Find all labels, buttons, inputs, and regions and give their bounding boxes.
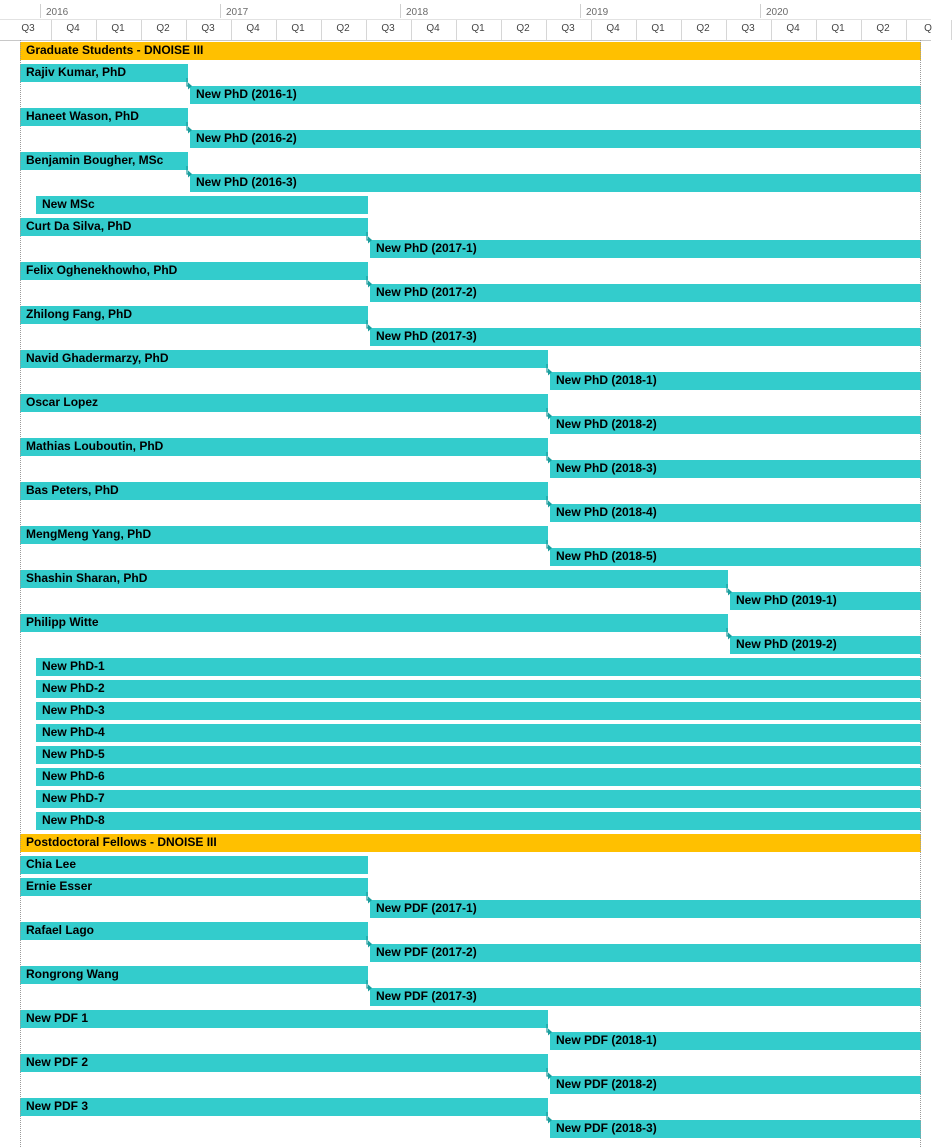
task-bar[interactable]: New PhD-3 — [36, 702, 921, 720]
dependency-arrow-icon — [365, 320, 373, 334]
quarter-label: Q3 — [381, 23, 395, 34]
dependency-arrow-icon — [185, 166, 193, 180]
task-bar[interactable]: New MSc — [36, 196, 368, 214]
task-bar[interactable]: New PhD (2017-3) — [370, 328, 921, 346]
quarter-label: Q1 — [651, 23, 665, 34]
task-bar[interactable]: New PhD (2016-3) — [190, 174, 921, 192]
task-bar[interactable]: New PhD (2017-2) — [370, 284, 921, 302]
dependency-arrow-icon — [545, 1024, 553, 1038]
dependency-arrow-icon — [185, 122, 193, 136]
dependency-arrow-icon — [545, 540, 553, 554]
summary-bar[interactable]: Graduate Students - DNOISE III — [20, 42, 921, 60]
quarter-label: Q2 — [696, 23, 710, 34]
task-bar[interactable]: Benjamin Bougher, MSc — [20, 152, 188, 170]
task-bar[interactable]: New PDF 3 — [20, 1098, 548, 1116]
task-bar[interactable]: New PhD (2019-2) — [730, 636, 921, 654]
task-bar[interactable]: New PhD-8 — [36, 812, 921, 830]
quarter-label: Q4 — [246, 23, 260, 34]
task-bar[interactable]: Zhilong Fang, PhD — [20, 306, 368, 324]
task-bar[interactable]: Shashin Sharan, PhD — [20, 570, 728, 588]
quarter-label: Q2 — [156, 23, 170, 34]
task-bar[interactable]: New PhD-4 — [36, 724, 921, 742]
task-bar[interactable]: New PhD-2 — [36, 680, 921, 698]
task-bar[interactable]: New PhD (2018-2) — [550, 416, 921, 434]
task-bar[interactable]: New PhD (2017-1) — [370, 240, 921, 258]
task-bar[interactable]: New PhD-6 — [36, 768, 921, 786]
summary-bar[interactable]: Postdoctoral Fellows - DNOISE III — [20, 834, 921, 852]
dependency-arrow-icon — [545, 1112, 553, 1126]
task-bar[interactable]: New PDF (2017-2) — [370, 944, 921, 962]
quarter-label: Q1 — [291, 23, 305, 34]
task-bar[interactable]: New PhD (2018-5) — [550, 548, 921, 566]
task-bar[interactable]: Navid Ghadermarzy, PhD — [20, 350, 548, 368]
quarter-label: Q1 — [111, 23, 125, 34]
task-bar[interactable]: New PDF (2017-1) — [370, 900, 921, 918]
task-bar[interactable]: New PDF (2018-3) — [550, 1120, 921, 1138]
task-bar[interactable]: New PhD-5 — [36, 746, 921, 764]
dependency-arrow-icon — [545, 364, 553, 378]
quarter-label: Q2 — [336, 23, 350, 34]
task-bar[interactable]: New PhD-1 — [36, 658, 921, 676]
dependency-arrow-icon — [365, 980, 373, 994]
task-bar[interactable]: New PDF (2018-2) — [550, 1076, 921, 1094]
task-bar[interactable]: Haneet Wason, PhD — [20, 108, 188, 126]
chart-guide-line — [20, 40, 21, 1147]
dependency-arrow-icon — [365, 276, 373, 290]
dependency-arrow-icon — [545, 408, 553, 422]
chart-guide-line — [920, 40, 921, 1147]
task-bar[interactable]: New PDF 1 — [20, 1010, 548, 1028]
quarter-label: Q1 — [471, 23, 485, 34]
quarter-label: Q2 — [876, 23, 890, 34]
task-bar[interactable]: Chia Lee — [20, 856, 368, 874]
quarter-label: Q2 — [516, 23, 530, 34]
dependency-arrow-icon — [545, 452, 553, 466]
quarter-label: Q — [924, 23, 932, 34]
dependency-arrow-icon — [185, 78, 193, 92]
task-bar[interactable]: New PDF 2 — [20, 1054, 548, 1072]
quarter-label: Q3 — [201, 23, 215, 34]
year-label: 2019 — [586, 7, 609, 18]
task-bar[interactable]: New PhD (2018-4) — [550, 504, 921, 522]
year-label: 2016 — [46, 7, 69, 18]
quarter-label: Q1 — [831, 23, 845, 34]
task-bar[interactable]: Philipp Witte — [20, 614, 728, 632]
dependency-arrow-icon — [725, 628, 733, 642]
task-bar[interactable]: Mathias Louboutin, PhD — [20, 438, 548, 456]
quarter-label: Q4 — [606, 23, 620, 34]
task-bar[interactable]: New PhD (2019-1) — [730, 592, 921, 610]
task-bar[interactable]: New PhD (2016-2) — [190, 130, 921, 148]
task-bar[interactable]: Rongrong Wang — [20, 966, 368, 984]
dependency-arrow-icon — [545, 1068, 553, 1082]
task-bar[interactable]: Rajiv Kumar, PhD — [20, 64, 188, 82]
dependency-arrow-icon — [365, 232, 373, 246]
dependency-arrow-icon — [545, 496, 553, 510]
year-label: 2017 — [226, 7, 249, 18]
quarter-label: Q3 — [741, 23, 755, 34]
task-bar[interactable]: Felix Oghenekhowho, PhD — [20, 262, 368, 280]
task-bar[interactable]: New PhD (2018-1) — [550, 372, 921, 390]
task-bar[interactable]: New PhD-7 — [36, 790, 921, 808]
task-bar[interactable]: Oscar Lopez — [20, 394, 548, 412]
task-bar[interactable]: New PhD (2016-1) — [190, 86, 921, 104]
task-bar[interactable]: Curt Da Silva, PhD — [20, 218, 368, 236]
quarter-label: Q4 — [66, 23, 80, 34]
task-bar[interactable]: New PDF (2018-1) — [550, 1032, 921, 1050]
quarter-label: Q4 — [786, 23, 800, 34]
task-bar[interactable]: Rafael Lago — [20, 922, 368, 940]
dependency-arrow-icon — [725, 584, 733, 598]
task-bar[interactable]: MengMeng Yang, PhD — [20, 526, 548, 544]
year-label: 2020 — [766, 7, 789, 18]
quarter-label: Q3 — [21, 23, 35, 34]
quarter-label: Q4 — [426, 23, 440, 34]
quarter-label: Q3 — [561, 23, 575, 34]
year-label: 2018 — [406, 7, 429, 18]
task-bar[interactable]: Bas Peters, PhD — [20, 482, 548, 500]
dependency-arrow-icon — [365, 936, 373, 950]
dependency-arrow-icon — [365, 892, 373, 906]
task-bar[interactable]: New PDF (2017-3) — [370, 988, 921, 1006]
task-bar[interactable]: Ernie Esser — [20, 878, 368, 896]
task-bar[interactable]: New PhD (2018-3) — [550, 460, 921, 478]
